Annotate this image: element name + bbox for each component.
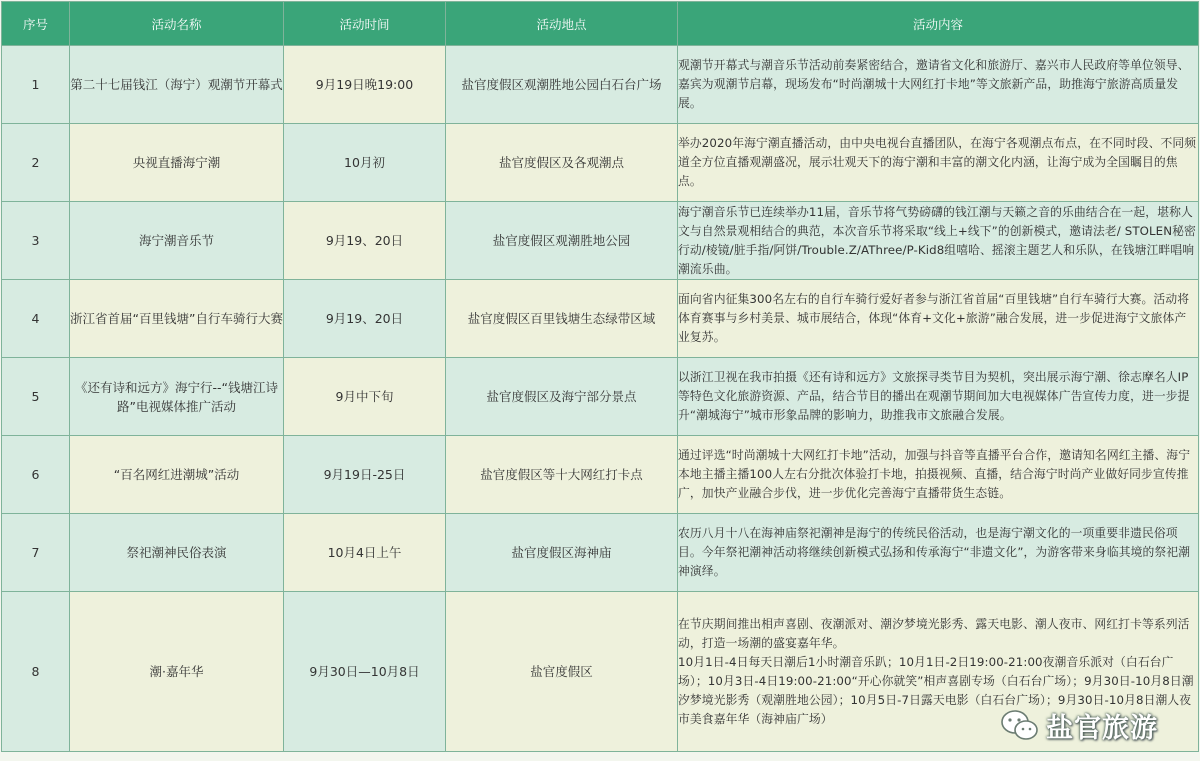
table-row: [2, 46, 1199, 124]
row-place: 盐官度假区海神庙: [446, 514, 678, 592]
header-no: 序号: [2, 2, 70, 46]
row-time: 9月19日晚19:00: [284, 46, 446, 124]
table-row: [2, 436, 1199, 514]
row-time: 9月30日—10月8日: [284, 592, 446, 752]
row-place: 盐官度假区及海宁部分景点: [446, 358, 678, 436]
row-place: 盐官度假区百里钱塘生态绿带区域: [446, 280, 678, 358]
row-name: 央视直播海宁潮: [70, 124, 284, 202]
row-time: 9月19日-25日: [284, 436, 446, 514]
row-time: 9月中下旬: [284, 358, 446, 436]
row-place: 盐官度假区观潮胜地公园白石台广场: [446, 46, 678, 124]
activity-schedule-table: [1, 1, 1199, 752]
header-content: 活动内容: [678, 2, 1199, 46]
row-name: 祭祀潮神民俗表演: [70, 514, 284, 592]
table-row: [2, 514, 1199, 592]
row-name: 浙江省首届“百里钱塘”自行车骑行大赛: [70, 280, 284, 358]
row-no: 4: [2, 280, 70, 358]
row-name: 《还有诗和远方》海宁行--“钱塘江诗路”电视媒体推广活动: [70, 358, 284, 436]
row-name: 潮·嘉年华: [70, 592, 284, 752]
row-time: 10月4日上午: [284, 514, 446, 592]
table-row: [2, 202, 1199, 280]
table-header-row: [2, 2, 1199, 46]
row-no: 5: [2, 358, 70, 436]
row-content: 海宁潮音乐节已连续举办11届，音乐节将气势磅礴的钱江潮与天籁之音的乐曲结合在一起，堪称人文与自然景观相结合的典范，本次音乐节将采取“线上+线下”的创新模式，邀请法老/ STOLEN秘密行动/棱镜/脏手指/阿饼/Trouble.Z/AThree/P-Kid8组嘻哈、摇滚主题艺人和乐队，在钱塘江畔唱响潮流乐曲。: [678, 202, 1199, 280]
table-row: [2, 124, 1199, 202]
table-row: [2, 358, 1199, 436]
row-time: 9月19、20日: [284, 280, 446, 358]
row-no: 6: [2, 436, 70, 514]
row-place: 盐官度假区: [446, 592, 678, 752]
row-name: “百名网红进潮城”活动: [70, 436, 284, 514]
row-content: 观潮节开幕式与潮音乐节活动前奏紧密结合，邀请省文化和旅游厅、嘉兴市人民政府等单位领导、嘉宾为观潮节启幕，现场发布“时尚潮城十大网红打卡地”等文旅新产品，助推海宁旅游高质量发展。: [678, 46, 1199, 124]
row-content: 农历八月十八在海神庙祭祀潮神是海宁的传统民俗活动，也是海宁潮文化的一项重要非遗民俗项目。今年祭祀潮神活动将继续创新模式弘扬和传承海宁“非遗文化”，为游客带来身临其境的祭祀潮神演绎。: [678, 514, 1199, 592]
row-place: 盐官度假区观潮胜地公园: [446, 202, 678, 280]
row-content-line: 在节庆期间推出相声喜剧、夜潮派对、潮汐梦境光影秀、露天电影、潮人夜市、网红打卡等系列活动，打造一场潮的盛宴嘉年华。: [678, 616, 1190, 650]
row-content: 面向省内征集300名左右的自行车骑行爱好者参与浙江省首届“百里钱塘”自行车骑行大赛。活动将体育赛事与乡村美景、城市展结合，体现“体育+文化+旅游”融合发展，进一步促进海宁文旅体产业复苏。: [678, 280, 1199, 358]
row-name: 海宁潮音乐节: [70, 202, 284, 280]
row-no: 3: [2, 202, 70, 280]
row-content-line: 10月1日-4日每天日潮后1小时潮音乐趴；10月1日-2日19:00-21:00夜潮音乐派对（白石台广场）；10月3日-4日19:00-21:00“开心你就笑”相声喜剧专场（白石台广场）；9月30日-10月8日潮汐梦境光影秀（观潮胜地公园）；10月5日-7日露天电影（白石台广场）；9月30日-10月8日潮人夜市美食嘉年华（海神庙广场）: [678, 654, 1194, 726]
row-name: 第二十七届钱江（海宁）观潮节开幕式: [70, 46, 284, 124]
watermark-text: 盐官旅游: [1046, 713, 1158, 744]
row-content: 举办2020年海宁潮直播活动，由中央电视台直播团队，在海宁各观潮点布点，在不同时段、不同频道全方位直播观潮盛况，展示壮观天下的海宁潮和丰富的潮文化内涵，让海宁成为全国瞩目的焦点。: [678, 124, 1199, 202]
row-no: 7: [2, 514, 70, 592]
row-time: 9月19、20日: [284, 202, 446, 280]
watermark: [1000, 706, 1158, 745]
header-name: 活动名称: [70, 2, 284, 46]
row-place: 盐官度假区及各观潮点: [446, 124, 678, 202]
row-no: 8: [2, 592, 70, 752]
wechat-official-account-icon: [1000, 708, 1040, 744]
header-time: 活动时间: [284, 2, 446, 46]
row-content: 以浙江卫视在我市拍摄《还有诗和远方》文旅探寻类节目为契机，突出展示海宁潮、徐志摩名人IP等特色文化旅游资源、产品，结合节目的播出在观潮节期间加大电视媒体广告宣传力度，进一步提升“潮城海宁”城市形象品牌的影响力，助推我市文旅融合发展。: [678, 358, 1199, 436]
row-content: 通过评选“时尚潮城十大网红打卡地”活动，加强与抖音等直播平台合作，邀请知名网红主播、海宁本地主播主播100人左右分批次体验打卡地，拍摄视频、直播，结合海宁时尚产业做好同步宣传推广，加快产业融合步伐，进一步优化完善海宁直播带货生态链。: [678, 436, 1199, 514]
row-place: 盐官度假区等十大网红打卡点: [446, 436, 678, 514]
header-place: 活动地点: [446, 2, 678, 46]
table-row: [2, 280, 1199, 358]
row-no: 1: [2, 46, 70, 124]
row-time: 10月初: [284, 124, 446, 202]
row-no: 2: [2, 124, 70, 202]
